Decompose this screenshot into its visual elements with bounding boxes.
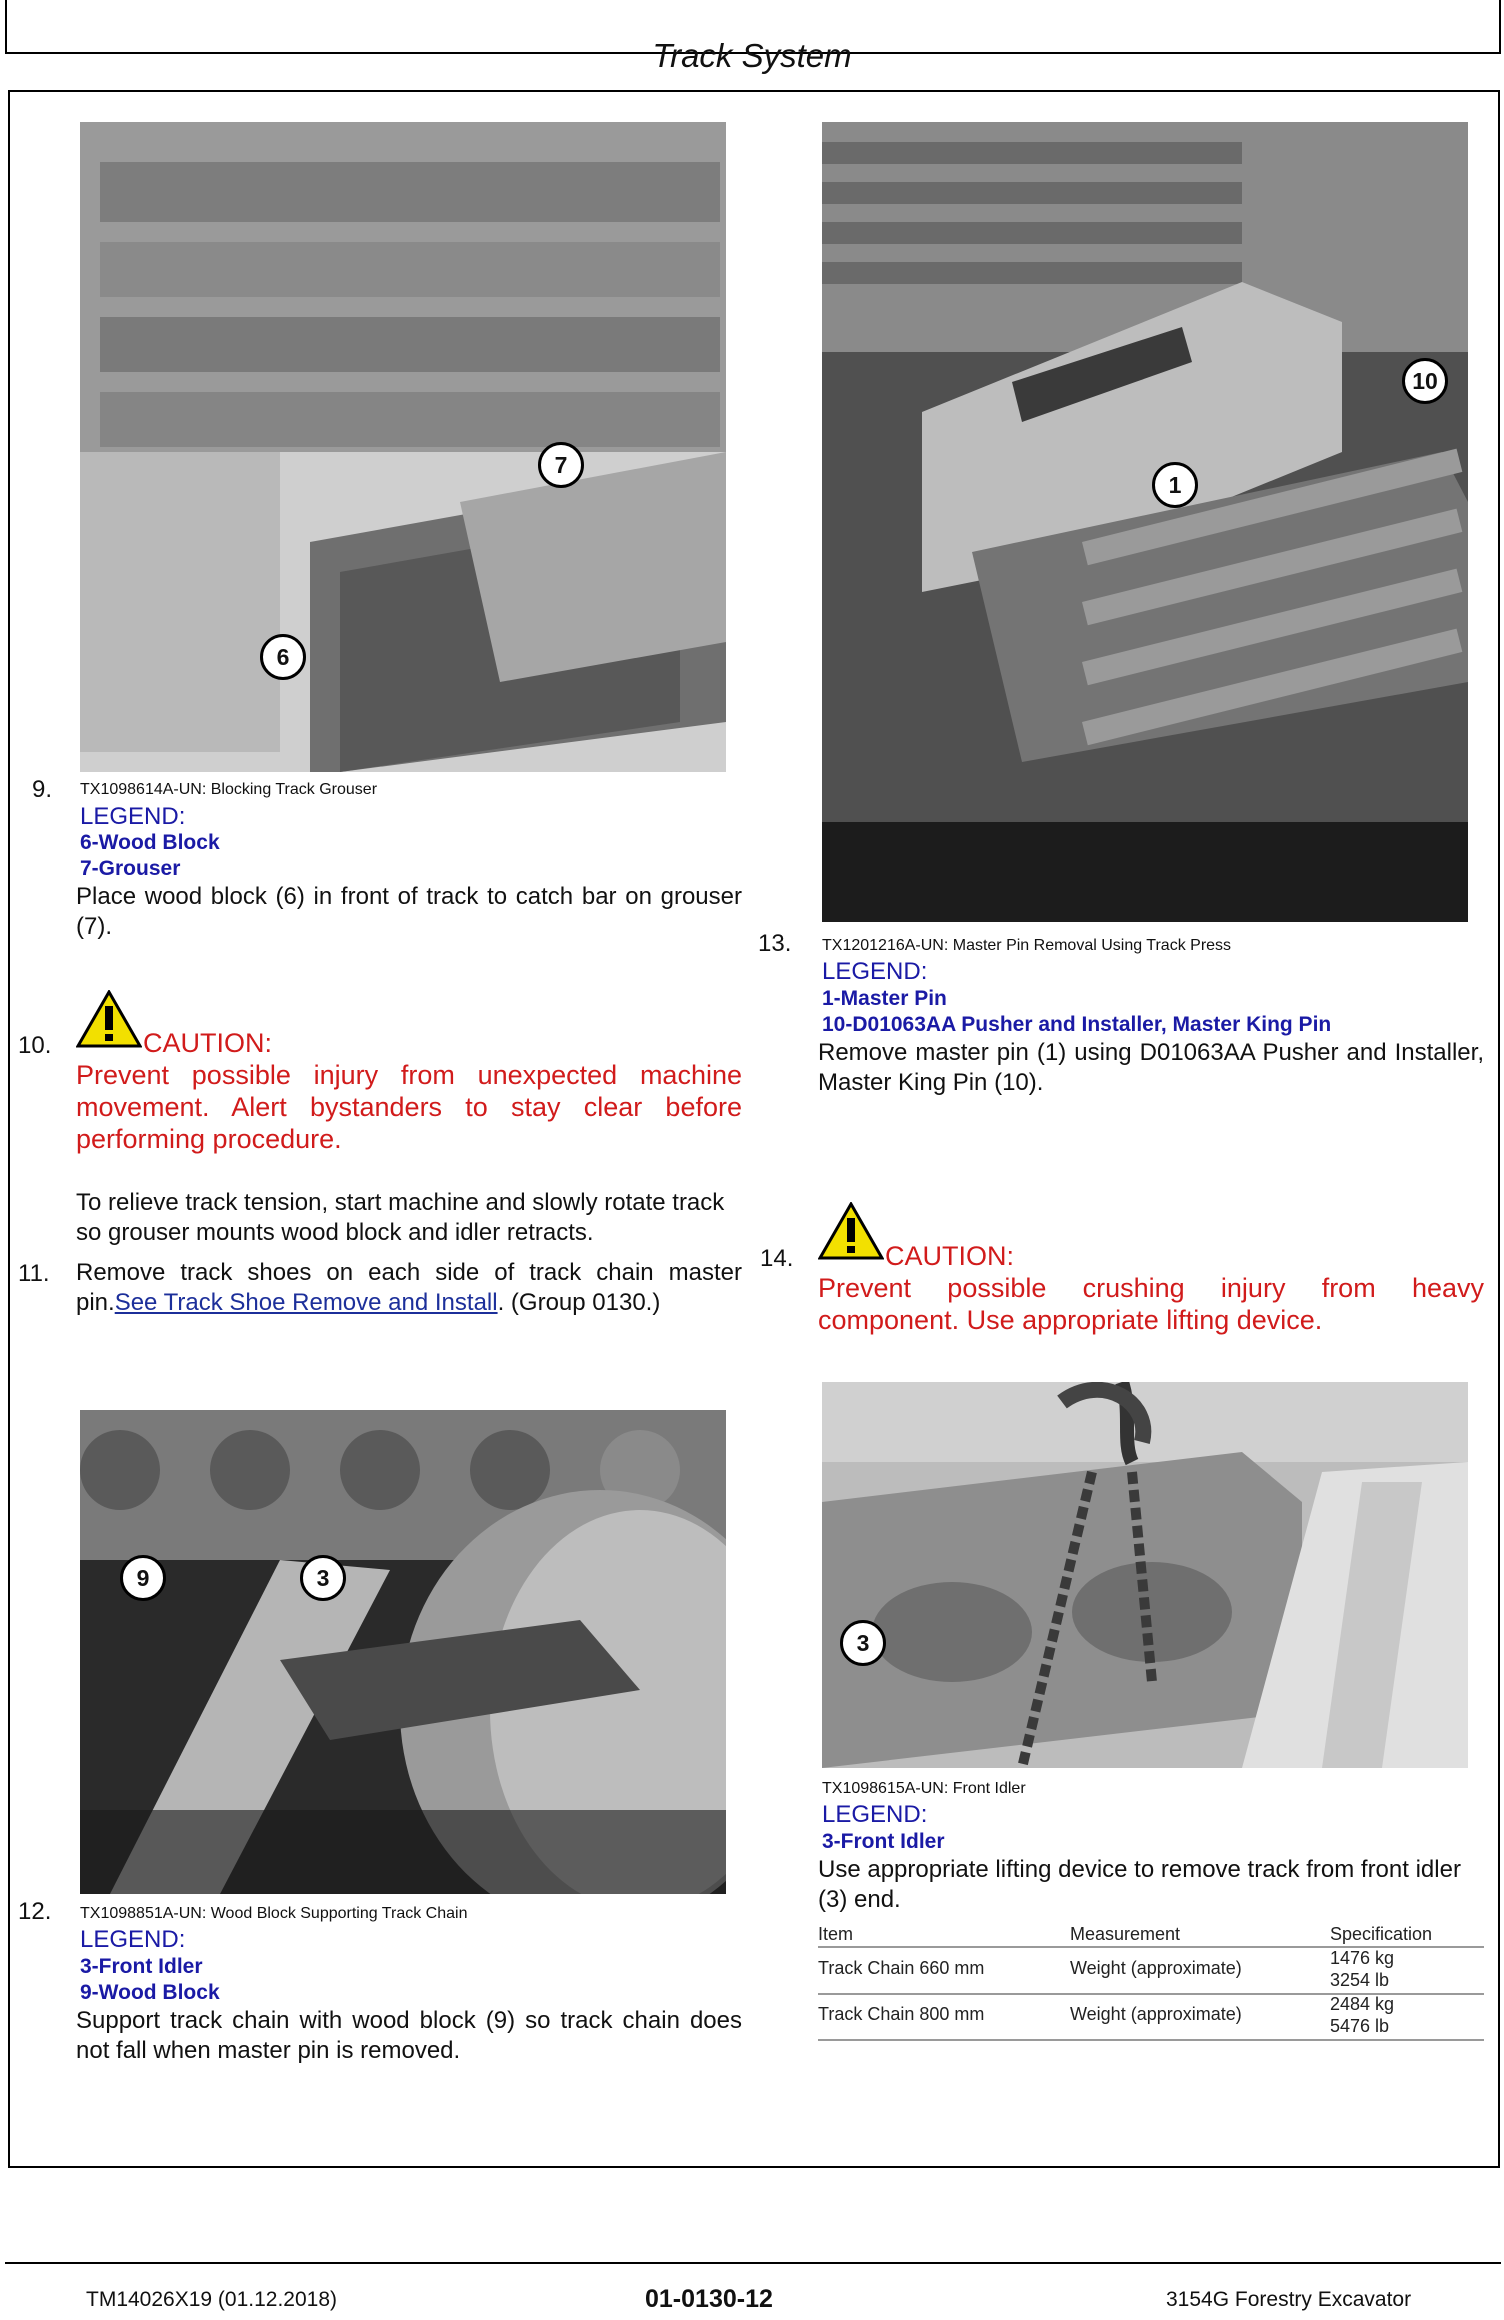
footer-manual-id: TM14026X19 (01.12.2018) [86,2288,338,2311]
callout-10: 10 [1402,358,1448,404]
spec-row-1-lb: 3254 lb [1330,1970,1390,1990]
step-number-12: 12. [18,1898,52,1925]
step-number-14: 14. [760,1245,794,1272]
figure-ref-14: TX1098615A-UN: Front Idler [822,1780,1026,1797]
photo-blocking-track-grouser [80,122,726,772]
caution-label-10: CAUTION: [143,1028,273,1058]
spec-header-measurement: Measurement [1070,1924,1181,1944]
photo-wood-block-supporting-chain [80,1410,726,1894]
footer-page-number: 01-0130-12 [645,2285,773,2313]
caution-text-14: Prevent possible crushing injury from heavy component. Use appropriate lifting device. [818,1273,1484,1335]
figure-ref-13: TX1201216A-UN: Master Pin Removal Using Track Press [822,937,1232,954]
callout-9: 9 [120,1555,166,1601]
legend-heading-13: LEGEND: [822,958,928,985]
step-12-text: Support track chain with wood block (9) so track chain does not fall when master pin is removed. [76,2007,742,2064]
spec-row-2-measurement: Weight (approximate) [1070,2004,1242,2024]
legend-item-10: 10-D01063AA Pusher and Installer, Master King Pin [822,1013,1332,1036]
step-number-9: 9. [32,776,53,803]
legend-item-6: 6-Wood Block [80,831,220,854]
spec-row-1-item: Track Chain 660 mm [818,1958,985,1978]
spec-row-2-lb: 5476 lb [1330,2016,1390,2036]
callout-1: 1 [1152,462,1198,508]
step-number-10: 10. [18,1032,52,1059]
caution-text-10: Prevent possible injury from unexpected machine movement. Alert bystanders to stay clear before performing procedure. [76,1060,742,1154]
track-press-illustration [822,122,1468,922]
legend-item-7: 7-Grouser [80,857,181,880]
callout-3-front-idler: 3 [840,1620,886,1666]
footer-rule [5,2262,1501,2264]
step-11-text [76,1258,742,1318]
step-number-13: 13. [758,930,792,957]
spec-header-item: Item [818,1924,854,1944]
step-14-text: Use appropriate lifting device to remove track from front idler (3) end. [818,1856,1461,1913]
legend-item-3-front-idler: 3-Front Idler [822,1830,945,1853]
photo-master-pin-removal [822,122,1468,922]
legend-heading-14: LEGEND: [822,1801,928,1828]
step-9-text: Place wood block (6) in front of track to catch bar on grouser (7). [76,883,742,940]
spec-row-2-item: Track Chain 800 mm [818,2004,985,2024]
wood-block-chain-illustration [80,1410,726,1894]
step-number-11: 11. [18,1260,50,1287]
callout-6: 6 [260,634,306,680]
legend-heading-9: LEGEND: [80,803,186,830]
figure-ref-12: TX1098851A-UN: Wood Block Supporting Track Chain [80,1905,468,1922]
callout-3: 3 [300,1555,346,1601]
legend-item-1: 1-Master Pin [822,987,947,1010]
see-track-shoe-link[interactable]: See Track Shoe Remove and Install [114,1289,498,1316]
spec-row-1-kg: 1476 kg [1330,1948,1395,1968]
track-grouser-illustration [80,122,726,772]
spec-header-specification: Specification [1330,1924,1433,1944]
figure-ref-9: TX1098614A-UN: Blocking Track Grouser [80,781,378,798]
step-11-text-after: . (Group 0130.) [497,1289,661,1316]
photo-front-idler [822,1382,1468,1768]
callout-7: 7 [538,442,584,488]
page-title: Track System [652,37,852,74]
spec-row-1-measurement: Weight (approximate) [1070,1958,1242,1978]
footer-model: 3154G Forestry Excavator [1166,2288,1412,2311]
spec-row-2-kg: 2484 kg [1330,1994,1395,2014]
warning-triangle-icon [818,1202,884,1260]
step-11-text-before: Remove track shoes on each side of track chain master pin. [76,1259,742,1316]
warning-triangle-icon [76,990,142,1048]
front-idler-illustration [822,1382,1468,1768]
step-10-text: To relieve track tension, start machine and slowly rotate track so grouser mounts wood block and idler retracts. [76,1189,725,1246]
legend-heading-12: LEGEND: [80,1926,186,1953]
legend-item-9: 9-Wood Block [80,1981,220,2004]
spec-divider [818,2039,1484,2041]
caution-label-14: CAUTION: [885,1241,1015,1271]
step-13-text: Remove master pin (1) using D01063AA Pusher and Installer, Master King Pin (10). [818,1039,1484,1096]
legend-item-3: 3-Front Idler [80,1955,203,1978]
